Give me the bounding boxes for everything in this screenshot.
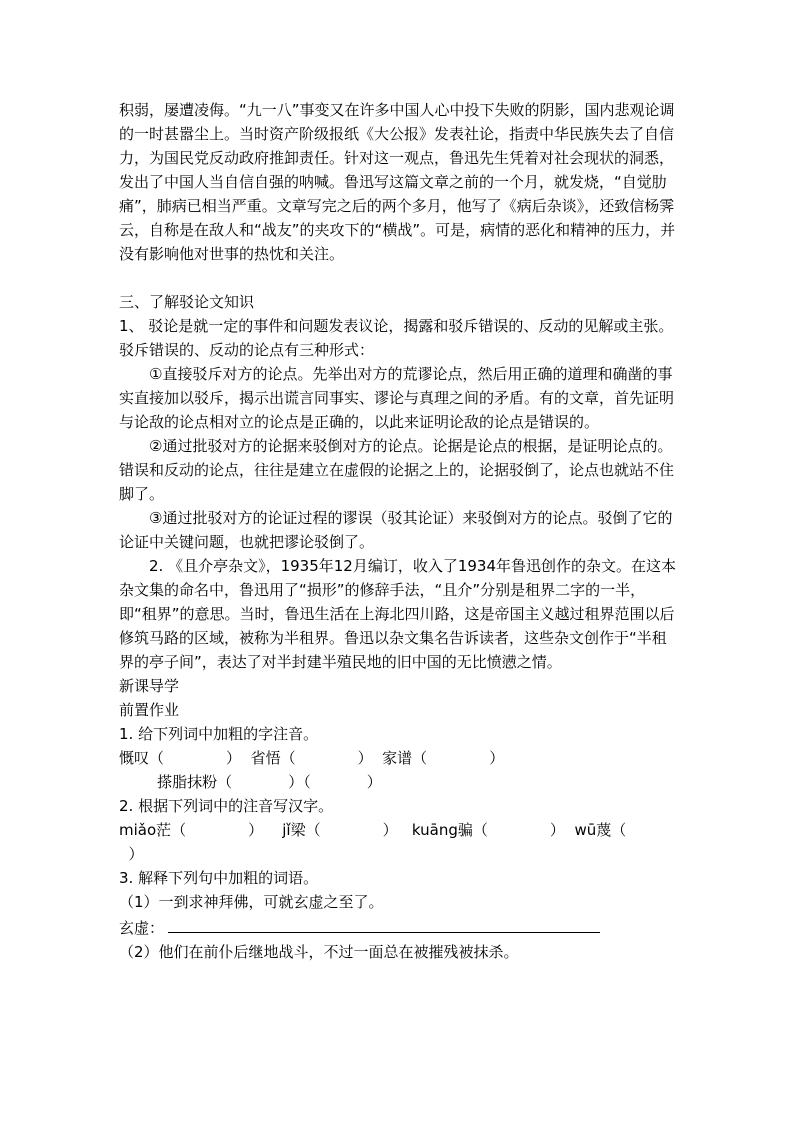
document-body (119, 98, 696, 964)
q1-row-1: 慨叹（ ） 省悟（ ） 家谱（ ） (119, 749, 505, 767)
book-note-paragraph: 2. 《且介亭杂文》，1935年12月编订，收入了1934年鲁迅创作的杂文。在这本杂文集的命名中，鲁迅用了“损形”的修辞手法，“且介”分别是租界二字的一半，即“租界”的意思。当时，鲁迅生活在上海北四川路，这是帝国主义越过租界范围以后修筑马路的区域，被称为半租界。鲁迅以杂文集名告诉读者，这些杂文创作于“半租界的亭子间”，表达了对半封建半殖民地的旧中国的无比愤懑之情。 (119, 557, 677, 671)
question-1: 1. 给下列词中加粗的字注音。 (119, 725, 319, 743)
word-2: 省悟 (250, 749, 281, 767)
word-3: 家谱 (382, 749, 413, 767)
pinyin-word-1: miǎo茫 (119, 821, 172, 839)
section-heading: 三、了解驳论文知识 (119, 293, 255, 311)
question-3: 3. 解释下列句中加粗的词语。 (119, 869, 319, 887)
q3-answer-row (119, 914, 677, 940)
q1-row-2: 搽脂抹粉（ ）（ ） (157, 773, 382, 791)
intro-paragraph: 积弱，屡遭凌侮。“九一八”事变又在许多中国人心中投下失败的阴影，国内悲观论调的一时甚嚣尘上。当时资产阶级报纸《大公报》发表社论，指责中华民族失去了自信力，为国民党反动政府推卸责任。针对这一观点，鲁迅先生凭着对社会现状的洞悉，发出了中国人当自信自强的呐喊。鲁迅写这篇文章之前的一个月，就发烧，“自觉肋痛”，肺病已相当严重。文章写完之后的两个多月，他写了《病后杂谈》，还致信杨霁云，自称是在敌人和“战友”的夹攻下的“横战”。可是，病情的恶化和精神的压力，并没有影响他对世事的热忱和关注。 (119, 101, 676, 263)
question-2: 2. 根据下列词中的注音写汉字。 (119, 797, 334, 815)
guide-title: 新课导学 (119, 677, 180, 695)
pinyin-word-2: jǐ梁 (282, 821, 306, 839)
q3-sentence-1: （1）一到求神拜佛，可就玄虚之至了。 (119, 893, 384, 911)
q3-sentence-2: （2）他们在前仆后继地战斗，不过一面总在被摧残被抹杀。 (119, 943, 519, 961)
rebuttal-form-1: ①直接驳斥对方的论点。先举出对方的荒谬论点，然后用正确的道理和确凿的事实直接加以驳斥，揭示出谎言同事实、谬论与真理之间的矛盾。有的文章，首先证明与论敌的论点相对立的论点是正确的，以此来证明论敌的论点是错误的。 (119, 365, 675, 431)
rebuttal-form-3: ③通过批驳对方的论证过程的谬误（驳其论证）来驳倒对方的论点。驳倒了它的论证中关键问题，也就把谬论驳倒了。 (119, 509, 673, 551)
pinyin-word-3: kuāng骗 (411, 821, 473, 839)
rebuttal-definition: 1、 驳论是就一定的事件和问题发表议论，揭露和驳斥错误的、反动的见解或主张。 驳斥错误的、反动的论点有三种形式： (119, 317, 696, 359)
answer-line[interactable] (168, 914, 600, 933)
term-label: 玄虚： (119, 919, 165, 937)
q2-row-1: miǎo茫（ ） jǐ梁（ ） kuāng骗（ ） wū蔑（ (119, 821, 627, 839)
word-4: 搽脂抹粉 (157, 773, 218, 791)
q2-row-2: ） (119, 845, 144, 863)
spacer (119, 266, 677, 290)
rebuttal-form-2: ②通过批驳对方的论据来驳倒对方的论点。论据是论点的根据，是证明论点的。错误和反动的论点，往往是建立在虚假的论据之上的，论据驳倒了，论点也就站不住脚了。 (119, 437, 675, 503)
pre-assignment-title: 前置作业 (119, 701, 180, 719)
word-1: 慨叹 (119, 749, 150, 767)
pinyin-word-4: wū蔑 (574, 821, 612, 839)
